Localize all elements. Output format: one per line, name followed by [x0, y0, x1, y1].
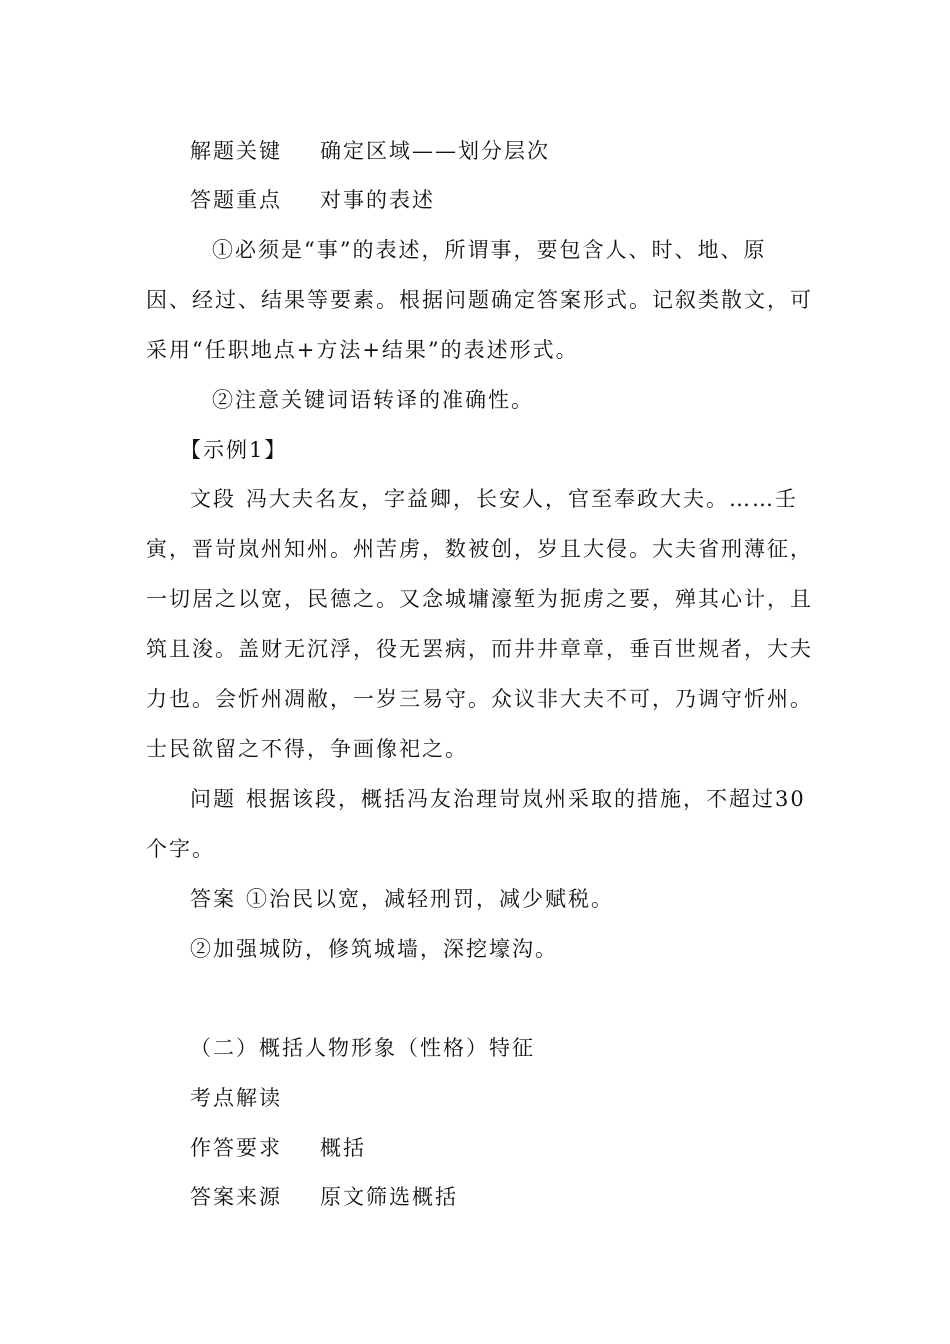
line-text: 冯大夫名友，字益卿，长安人，官至奉政大夫。……壬	[246, 487, 798, 511]
paragraph-line	[212, 385, 534, 415]
example-heading	[180, 435, 287, 465]
line-text: 【示例1】	[180, 438, 288, 462]
line-text: ①必须是“事”的表述，所谓事，要包含人、时、地、原	[212, 238, 767, 262]
line-label: 答案来源	[190, 1185, 282, 1209]
answer-focus-line	[190, 185, 435, 215]
line-label: 解题关键	[190, 139, 282, 163]
paragraph-line	[146, 335, 579, 365]
section-heading	[190, 1033, 535, 1063]
line-text: 对事的表述	[320, 188, 435, 212]
line-label: 答题重点	[190, 188, 282, 212]
key-to-solving-line	[190, 136, 550, 166]
passage-line	[190, 484, 798, 514]
line-label: 文段	[190, 487, 236, 511]
answer-line	[190, 934, 558, 964]
passage-line	[146, 534, 813, 564]
line-label: 作答要求	[190, 1136, 282, 1160]
paragraph-line	[212, 235, 766, 265]
line-text: ①治民以宽，减轻刑罚，减少赋税。	[246, 887, 614, 911]
question-line	[146, 834, 215, 864]
line-text: 确定区域——划分层次	[320, 139, 550, 163]
question-line	[190, 784, 806, 814]
passage-line	[146, 584, 813, 614]
passage-line	[146, 634, 813, 664]
line-label: 答案	[190, 887, 236, 911]
line-text: ②注意关键词语转译的准确性。	[212, 388, 534, 412]
line-text: 个字。	[146, 837, 215, 861]
line-text: 力也。会忻州凋敝，一岁三易守。众议非大夫不可，乃调守忻州。	[146, 687, 813, 711]
line-text: 一切居之以宽，民德之。又念城墉濠堑为扼虏之要，殚其心计，且	[146, 587, 813, 611]
paragraph-line	[146, 285, 813, 315]
line-text: 寅，晋岢岚州知州。州苦虏，数被创，岁且大侵。大夫省刑薄征，	[146, 537, 813, 561]
line-text: 采用“任职地点+方法+结果”的表述形式。	[146, 338, 579, 362]
line-text: （二）概括人物形象（性格）特征	[190, 1036, 535, 1060]
line-text: 筑且浚。盖财无沉浮，役无罢病，而井井章章，垂百世规者，大夫	[146, 637, 813, 661]
subheading	[190, 1083, 282, 1113]
passage-line	[146, 734, 468, 764]
line-text: 原文筛选概括	[320, 1185, 458, 1209]
requirement-line	[190, 1133, 366, 1163]
line-text: 概括	[320, 1136, 366, 1160]
source-line	[190, 1182, 458, 1212]
line-label: 问题	[190, 787, 236, 811]
line-text: 士民欲留之不得，争画像祀之。	[146, 737, 468, 761]
line-text: 根据该段，概括冯友治理岢岚州采取的措施，不超过30	[246, 787, 806, 811]
line-text: 考点解读	[190, 1086, 282, 1110]
line-text: 因、经过、结果等要素。根据问题确定答案形式。记叙类散文，可	[146, 288, 813, 312]
line-text: ②加强城防，修筑城墙，深挖壕沟。	[190, 937, 558, 961]
passage-line	[146, 684, 813, 714]
answer-line	[190, 884, 614, 914]
